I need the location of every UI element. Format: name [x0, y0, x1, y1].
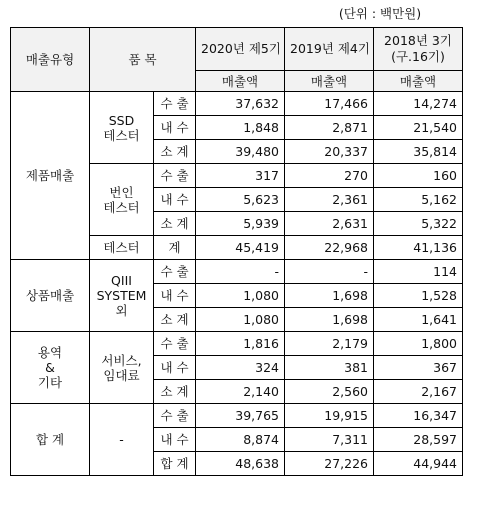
- value-cell: 16,347: [374, 404, 463, 428]
- value-cell: 1,528: [374, 284, 463, 308]
- kind-cell: 수 출: [154, 164, 196, 188]
- unit-label: (단위 : 백만원): [338, 6, 422, 21]
- value-cell: 270: [285, 164, 374, 188]
- header-period-0: 2020년 제5기: [196, 28, 285, 71]
- value-cell: 1,816: [196, 332, 285, 356]
- value-cell: 2,167: [374, 380, 463, 404]
- total-item-cell: 테스터: [90, 236, 154, 260]
- value-cell: 317: [196, 164, 285, 188]
- value-cell: 1,848: [196, 116, 285, 140]
- value-cell: 14,274: [374, 92, 463, 116]
- kind-cell: 계: [154, 236, 196, 260]
- value-cell: -: [285, 260, 374, 284]
- value-cell: -: [196, 260, 285, 284]
- header-type: 매출유형: [11, 28, 90, 92]
- value-cell: 5,322: [374, 212, 463, 236]
- header-amount-0: 매출액: [196, 71, 285, 92]
- value-cell: 2,140: [196, 380, 285, 404]
- item-cell: SSD 테스터: [90, 92, 154, 164]
- table-row: [11, 92, 463, 116]
- value-cell: 17,466: [285, 92, 374, 116]
- kind-cell: 합 계: [154, 452, 196, 476]
- kind-cell: 내 수: [154, 284, 196, 308]
- value-cell: 7,311: [285, 428, 374, 452]
- value-cell: 1,080: [196, 284, 285, 308]
- value-cell: 2,871: [285, 116, 374, 140]
- value-cell: 1,698: [285, 284, 374, 308]
- table-row: [11, 404, 463, 428]
- kind-cell: 내 수: [154, 188, 196, 212]
- header-amount-2: 매출액: [374, 71, 463, 92]
- header-amount-1: 매출액: [285, 71, 374, 92]
- value-cell: 381: [285, 356, 374, 380]
- kind-cell: 수 출: [154, 92, 196, 116]
- value-cell: 160: [374, 164, 463, 188]
- item-cell: -: [90, 404, 154, 476]
- value-cell: 20,337: [285, 140, 374, 164]
- value-cell: 2,560: [285, 380, 374, 404]
- value-cell: 1,800: [374, 332, 463, 356]
- value-cell: 1,698: [285, 308, 374, 332]
- value-cell: 35,814: [374, 140, 463, 164]
- header-item: 품 목: [90, 28, 196, 92]
- value-cell: 21,540: [374, 116, 463, 140]
- sales-table: [10, 27, 463, 476]
- value-cell: 44,944: [374, 452, 463, 476]
- value-cell: 2,631: [285, 212, 374, 236]
- kind-cell: 소 계: [154, 380, 196, 404]
- value-cell: 114: [374, 260, 463, 284]
- value-cell: 2,179: [285, 332, 374, 356]
- value-cell: 41,136: [374, 236, 463, 260]
- value-cell: 37,632: [196, 92, 285, 116]
- sales-type-cell: 상품매출: [11, 260, 90, 332]
- kind-cell: 소 계: [154, 212, 196, 236]
- item-cell: QIII SYSTEM 외: [90, 260, 154, 332]
- value-cell: 5,939: [196, 212, 285, 236]
- kind-cell: 내 수: [154, 356, 196, 380]
- value-cell: 28,597: [374, 428, 463, 452]
- table-body: [11, 92, 463, 476]
- header-period-1: 2019년 제4기: [285, 28, 374, 71]
- kind-cell: 수 출: [154, 404, 196, 428]
- item-cell: 번인 테스터: [90, 164, 154, 236]
- value-cell: 48,638: [196, 452, 285, 476]
- value-cell: 2,361: [285, 188, 374, 212]
- kind-cell: 내 수: [154, 116, 196, 140]
- kind-cell: 수 출: [154, 332, 196, 356]
- table-row: [11, 332, 463, 356]
- value-cell: 324: [196, 356, 285, 380]
- value-cell: 8,874: [196, 428, 285, 452]
- kind-cell: 소 계: [154, 308, 196, 332]
- kind-cell: 소 계: [154, 140, 196, 164]
- value-cell: 19,915: [285, 404, 374, 428]
- kind-cell: 내 수: [154, 428, 196, 452]
- value-cell: 1,080: [196, 308, 285, 332]
- sales-type-cell: 합 계: [11, 404, 90, 476]
- value-cell: 1,641: [374, 308, 463, 332]
- header-period-2: 2018년 3기 (구.16기): [374, 28, 463, 71]
- value-cell: 22,968: [285, 236, 374, 260]
- sales-type-cell: 제품매출: [11, 92, 90, 260]
- value-cell: 5,162: [374, 188, 463, 212]
- item-cell: 서비스, 임대료: [90, 332, 154, 404]
- value-cell: 45,419: [196, 236, 285, 260]
- value-cell: 39,480: [196, 140, 285, 164]
- table-row: [11, 260, 463, 284]
- value-cell: 367: [374, 356, 463, 380]
- value-cell: 39,765: [196, 404, 285, 428]
- value-cell: 27,226: [285, 452, 374, 476]
- sales-type-cell: 용역 & 기타: [11, 332, 90, 404]
- value-cell: 5,623: [196, 188, 285, 212]
- kind-cell: 수 출: [154, 260, 196, 284]
